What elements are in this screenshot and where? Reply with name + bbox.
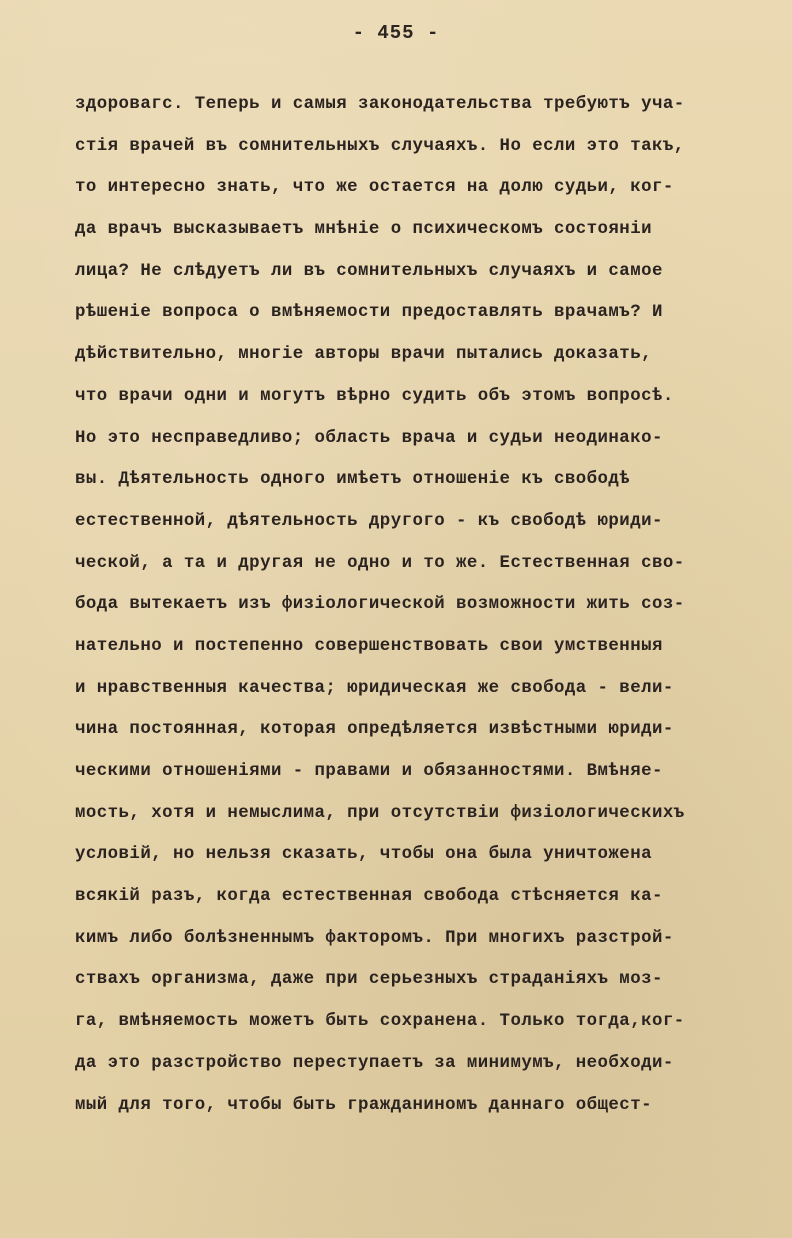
text-line: что врачи одни и могутъ вѣрно судить объ этомъ вопросѣ. <box>75 386 674 406</box>
text-line: да это разстройство переступаетъ за минимумъ, необходи- <box>75 1053 674 1073</box>
text-line: нательно и постепенно совершенствовать свои умственныя <box>75 636 663 656</box>
text-line: ческими отношеніями - правами и обязанностями. Вмѣняе- <box>75 762 663 781</box>
text-line: вы. Дѣятельность одного имѣетъ отношеніе къ свободѣ <box>75 470 631 490</box>
text-line: га, вмѣняемость можетъ быть сохранена. Только тогда,ког- <box>75 1012 685 1032</box>
text-line: чина постоянная, которая опредѣляется извѣстными юриди- <box>75 720 674 740</box>
text-line: кимъ либо болѣзненнымъ факторомъ. При многихъ разстрой- <box>75 928 674 948</box>
text-line: мость, хотя и немыслима, при отсутствіи физіологическихъ <box>75 803 685 823</box>
page-number: - 455 - <box>352 22 440 44</box>
text-line: бода вытекаетъ изъ физіологической возможности жить соз- <box>75 595 685 615</box>
text-line: дѣйствительно, многіе авторы врачи пытались доказать, <box>75 345 652 365</box>
text-line: и нравственныя качества; юридическая же свобода - вели- <box>75 678 674 698</box>
text-line: да врачъ высказываетъ мнѣніе о психическомъ состояніи <box>75 220 652 240</box>
text-line: стія врачей въ сомнительныхъ случаяхъ. Но если это такъ, <box>75 136 685 156</box>
text-line: Но это несправедливо; область врача и судьи неодинако- <box>75 428 663 448</box>
text-line: здоровагс. Теперь и самыя законодательства требуютъ уча- <box>75 95 685 114</box>
text-line: то интересно знать, что же остается на долю судьи, ког- <box>75 178 674 198</box>
text-line: естественной, дѣятельность другого - къ свободѣ юриди- <box>75 511 663 531</box>
text-line: ствахъ организма, даже при серьезныхъ страданіяхъ моз- <box>75 970 663 990</box>
text-line: лица? Не слѣдуетъ ли въ сомнительныхъ случаяхъ и самое <box>75 261 663 281</box>
text-line: всякій разъ, когда естественная свобода стѣсняется ка- <box>75 887 663 907</box>
text-line: мый для того, чтобы быть гражданиномъ даннаго общест- <box>75 1095 652 1115</box>
text-line: ческой, а та и другая не одно и то же. Естественная сво- <box>75 553 685 573</box>
text-line: условій, но нельзя сказать, чтобы она была уничтожена <box>75 845 652 865</box>
text-line: рѣшеніе вопроса о вмѣняемости предоставлять врачамъ? И <box>75 303 663 323</box>
body-text <box>75 84 787 1126</box>
